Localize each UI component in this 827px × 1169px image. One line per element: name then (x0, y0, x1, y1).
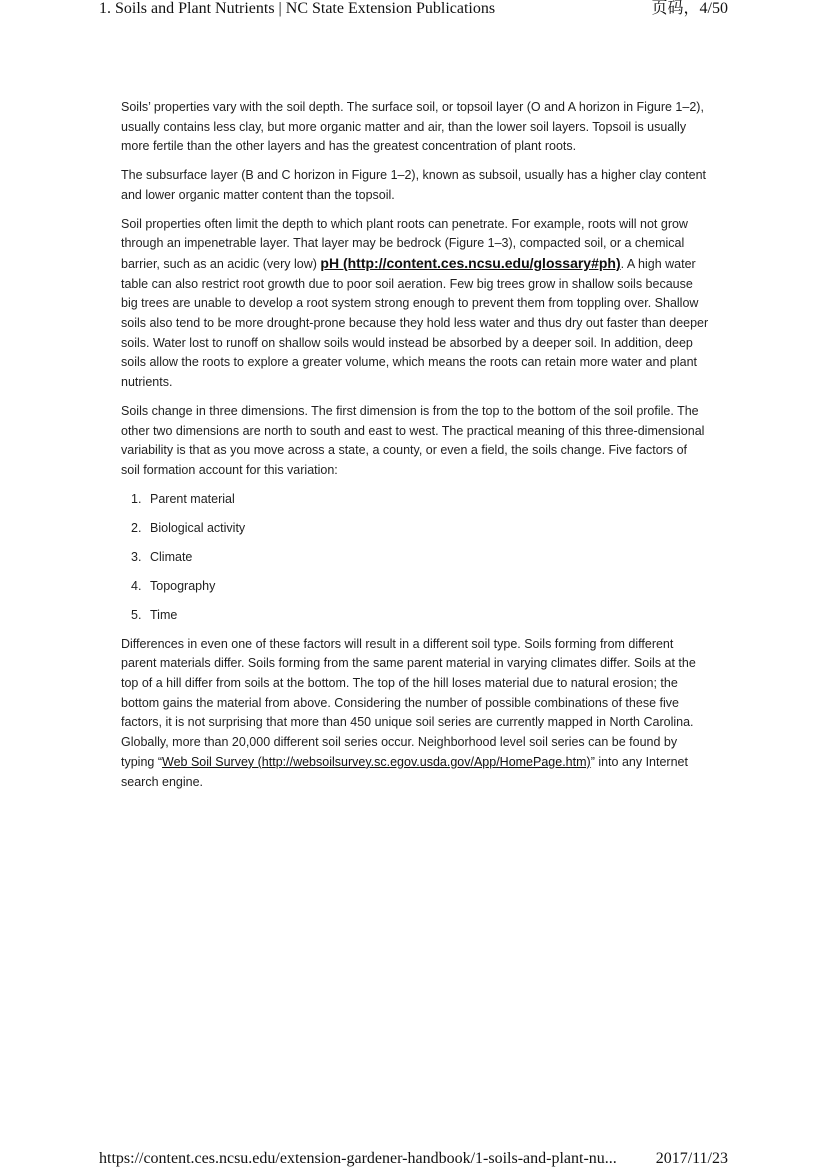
soil-factors-list (121, 490, 709, 626)
paragraph-dimensions: Soils change in three dimensions. The first dimension is from the top to the bottom of the soil profile. The other two dimensions are north to south and east to west. The practical meaning of this three-dimensional variability is that as you move across a state, a county, or even a field, the soils change. Five factors of soil formation account for this variation: (121, 403, 705, 477)
list-item-label: Biological activity (150, 520, 246, 535)
list-item-label: Time (150, 607, 178, 622)
list-number: 2. (131, 520, 142, 535)
paragraph-topsoil: Soils’ properties vary with the soil depth. The surface soil, or topsoil layer (O and A horizon in Figure 1–2), usually contains less clay, but more organic matter and air, than the lower soil layers. Topsoil is usually more fertile than the other layers and has the greatest concentration of plant roots. (121, 100, 704, 154)
list-item-label: Climate (150, 549, 193, 564)
list-number: 5. (131, 607, 142, 622)
paragraph-subsoil: The subsurface layer (B and C horizon in Figure 1–2), known as subsoil, usually has a higher clay content and lower organic matter content than the topsoil. (121, 168, 707, 202)
list-item (121, 606, 709, 626)
web-soil-survey-link[interactable]: Web Soil Survey (http://websoilsurvey.sc.egov.usda.gov/App/HomePage.htm) (162, 754, 591, 769)
paragraph-text: . A high water table can also restrict root growth due to poor soil aeration. Few big trees grow in shallow soils because big trees are unable to develop a root system strong enough to prevent them from toppling over. Shallow soils also tend to be more drought-prone because they hold less water and thus dry out faster than deeper soils. Water lost to runoff on shallow soils would instead be absorbed by a deeper soil. In addition, deep soils allow the roots to explore a greater volume, which means the roots can retain more water and plant nutrients. (121, 256, 709, 390)
paragraph-text: ” into any Internet search engine. (121, 754, 688, 789)
paragraph-text: Soil properties often limit the depth to which plant roots can penetrate. For example, roots will not grow through an impenetrable layer. That layer may be bedrock (Figure 1–3), compacted soil, or a chemical barrier, such as an acidic (very low) (121, 216, 688, 271)
list-item-label: Topography (150, 578, 216, 593)
list-number: 3. (131, 549, 142, 564)
page-footer-url: https://content.ces.ncsu.edu/extension-gardener-handbook/1-soils-and-plant-nu... (99, 1150, 617, 1167)
page-header-title: 1. Soils and Plant Nutrients | NC State Extension Publications (99, 0, 496, 17)
list-item-label: Parent material (150, 491, 235, 506)
paragraph-soil-series (121, 635, 709, 793)
list-item (121, 577, 709, 597)
list-item (121, 548, 709, 568)
paragraph-root-depth (121, 215, 709, 393)
article-body (121, 98, 709, 801)
paragraph-text: Differences in even one of these factors will result in a different soil type. Soils forming from different parent materials differ. Soils forming from the same parent material in varying climates differ. Soils at the top of a hill differ from soils at the bottom. The top of the hill loses material due to natural erosion; the bottom gains the material from above. Considering the number of possible combinations of these five factors, it is not surprising that more than 450 unique soil series are currently mapped in North Carolina. Globally, more than 20,000 different soil series occur. Neighborhood level soil series can be found by typing “ (121, 636, 696, 769)
list-item (121, 519, 709, 539)
ph-glossary-link[interactable]: pH (http://content.ces.ncsu.edu/glossary#ph) (320, 254, 621, 271)
page-footer-date: 2017/11/23 (655, 1150, 728, 1167)
list-item (121, 490, 709, 510)
page-number: 页码，4/50 (651, 0, 728, 17)
list-number: 4. (131, 578, 142, 593)
list-number: 1. (131, 491, 142, 506)
